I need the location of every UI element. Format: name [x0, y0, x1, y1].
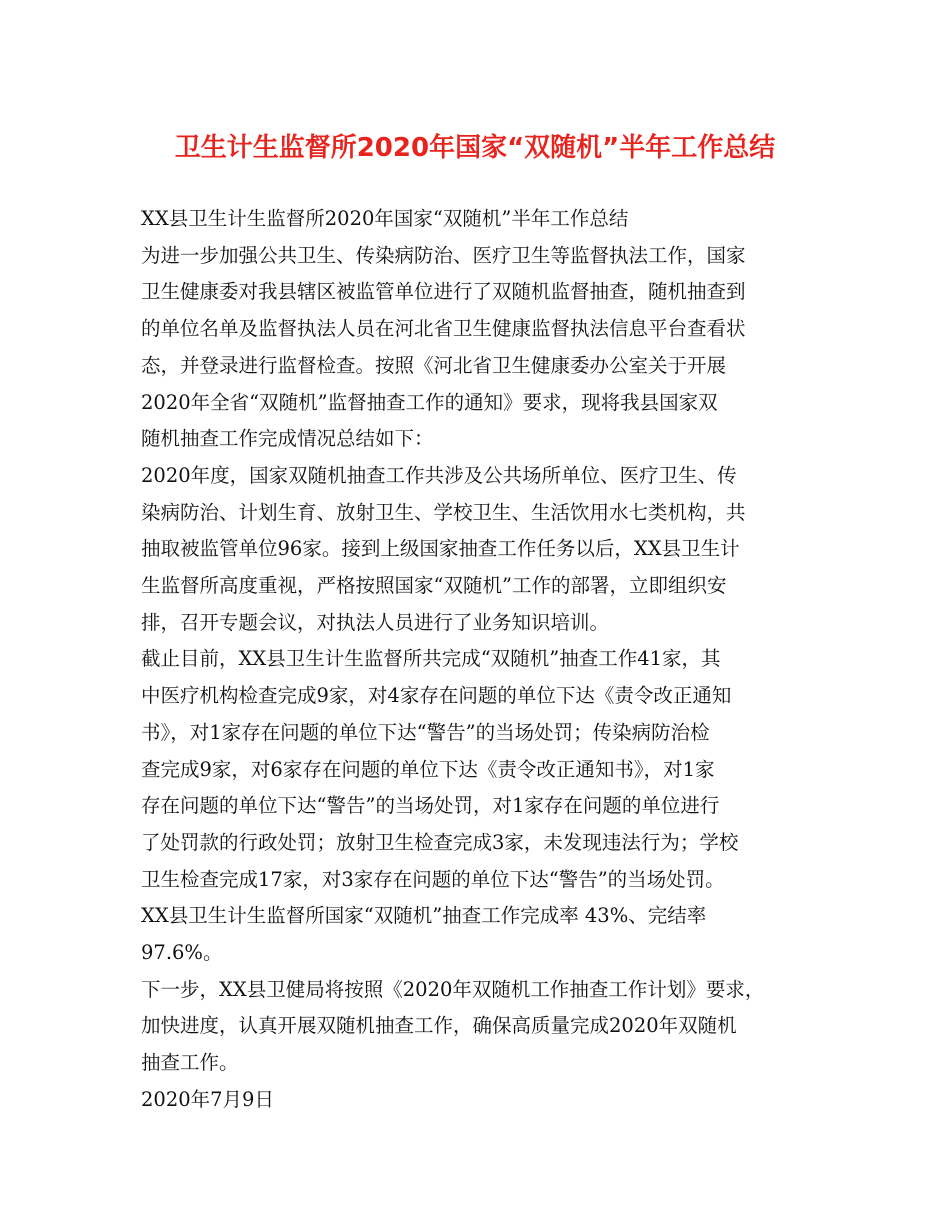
text-line: 生监督所高度重视，严格按照国家“双随机”工作的部署，立即组织安 [141, 574, 727, 598]
text-line: 加快进度，认真开展双随机抽查工作，确保高质量完成2020年双随机 [141, 1014, 737, 1038]
text-line: 抽查工作。 [141, 1051, 239, 1075]
document-date: 2020年7月9日 [141, 1087, 274, 1111]
text-line: 染病防治、计划生育、放射卫生、学校卫生、生活饮用水七类机构，共 [141, 500, 746, 524]
text-line: 2020年度，国家双随机抽查工作共涉及公共场所单位、医疗卫生、传 [141, 463, 737, 487]
text-line: 为进一步加强公共卫生、传染病防治、医疗卫生等监督执法工作，国家 [141, 243, 746, 267]
text-line: 卫生健康委对我县辖区被监管单位进行了双随机监督抽查，随机抽查到 [141, 280, 746, 304]
text-line: 查完成9家，对6家存在问题的单位下达《责令改正通知书》，对1家 [141, 757, 715, 781]
text-line: 存在问题的单位下达“警告”的当场处罚，对1家存在问题的单位进行 [141, 794, 720, 818]
text-line: 排，召开专题会议，对执法人员进行了业务知识培训。 [141, 610, 610, 634]
text-line: 卫生检查完成17家，对3家存在问题的单位下达“警告”的当场处罚。 [141, 867, 725, 891]
text-line: 截止目前，XX县卫生计生监督所共完成“双随机”抽查工作41家，其 [141, 647, 721, 671]
text-line: 了处罚款的行政处罚；放射卫生检查完成3家，未发现违法行为；学校 [141, 830, 739, 854]
text-line: 书》，对1家存在问题的单位下达“警告”的当场处罚；传染病防治检 [141, 720, 710, 744]
document-title: 卫生计生监督所2020年国家“双随机”半年工作总结 [174, 133, 776, 163]
text-line: 下一步，XX县卫健局将按照《2020年双随机工作抽查工作计划》要求， [141, 977, 765, 1001]
text-line: XX县卫生计生监督所国家“双随机”抽查工作完成率 43%、完结率 [141, 904, 707, 928]
text-line: 的单位名单及监督执法人员在河北省卫生健康监督执法信息平台查看状 [141, 317, 746, 341]
text-line: XX县卫生计生监督所2020年国家“双随机”半年工作总结 [141, 207, 629, 230]
document-body [141, 201, 831, 1119]
text-line: 97.6%。 [141, 941, 223, 965]
text-line: 2020年全省“双随机”监督抽查工作的通知》要求，现将我县国家双 [141, 390, 718, 414]
text-line: 中医疗机构检查完成9家，对4家存在问题的单位下达《责令改正通知 [141, 684, 732, 708]
text-line: 态，并登录进行监督检查。按照《河北省卫生健康委办公室关于开展 [141, 353, 727, 377]
text-line: 抽取被监管单位96家。接到上级国家抽查工作任务以后，XX县卫生计 [141, 537, 740, 561]
text-line: 随机抽查工作完成情况总结如下： [141, 427, 434, 451]
